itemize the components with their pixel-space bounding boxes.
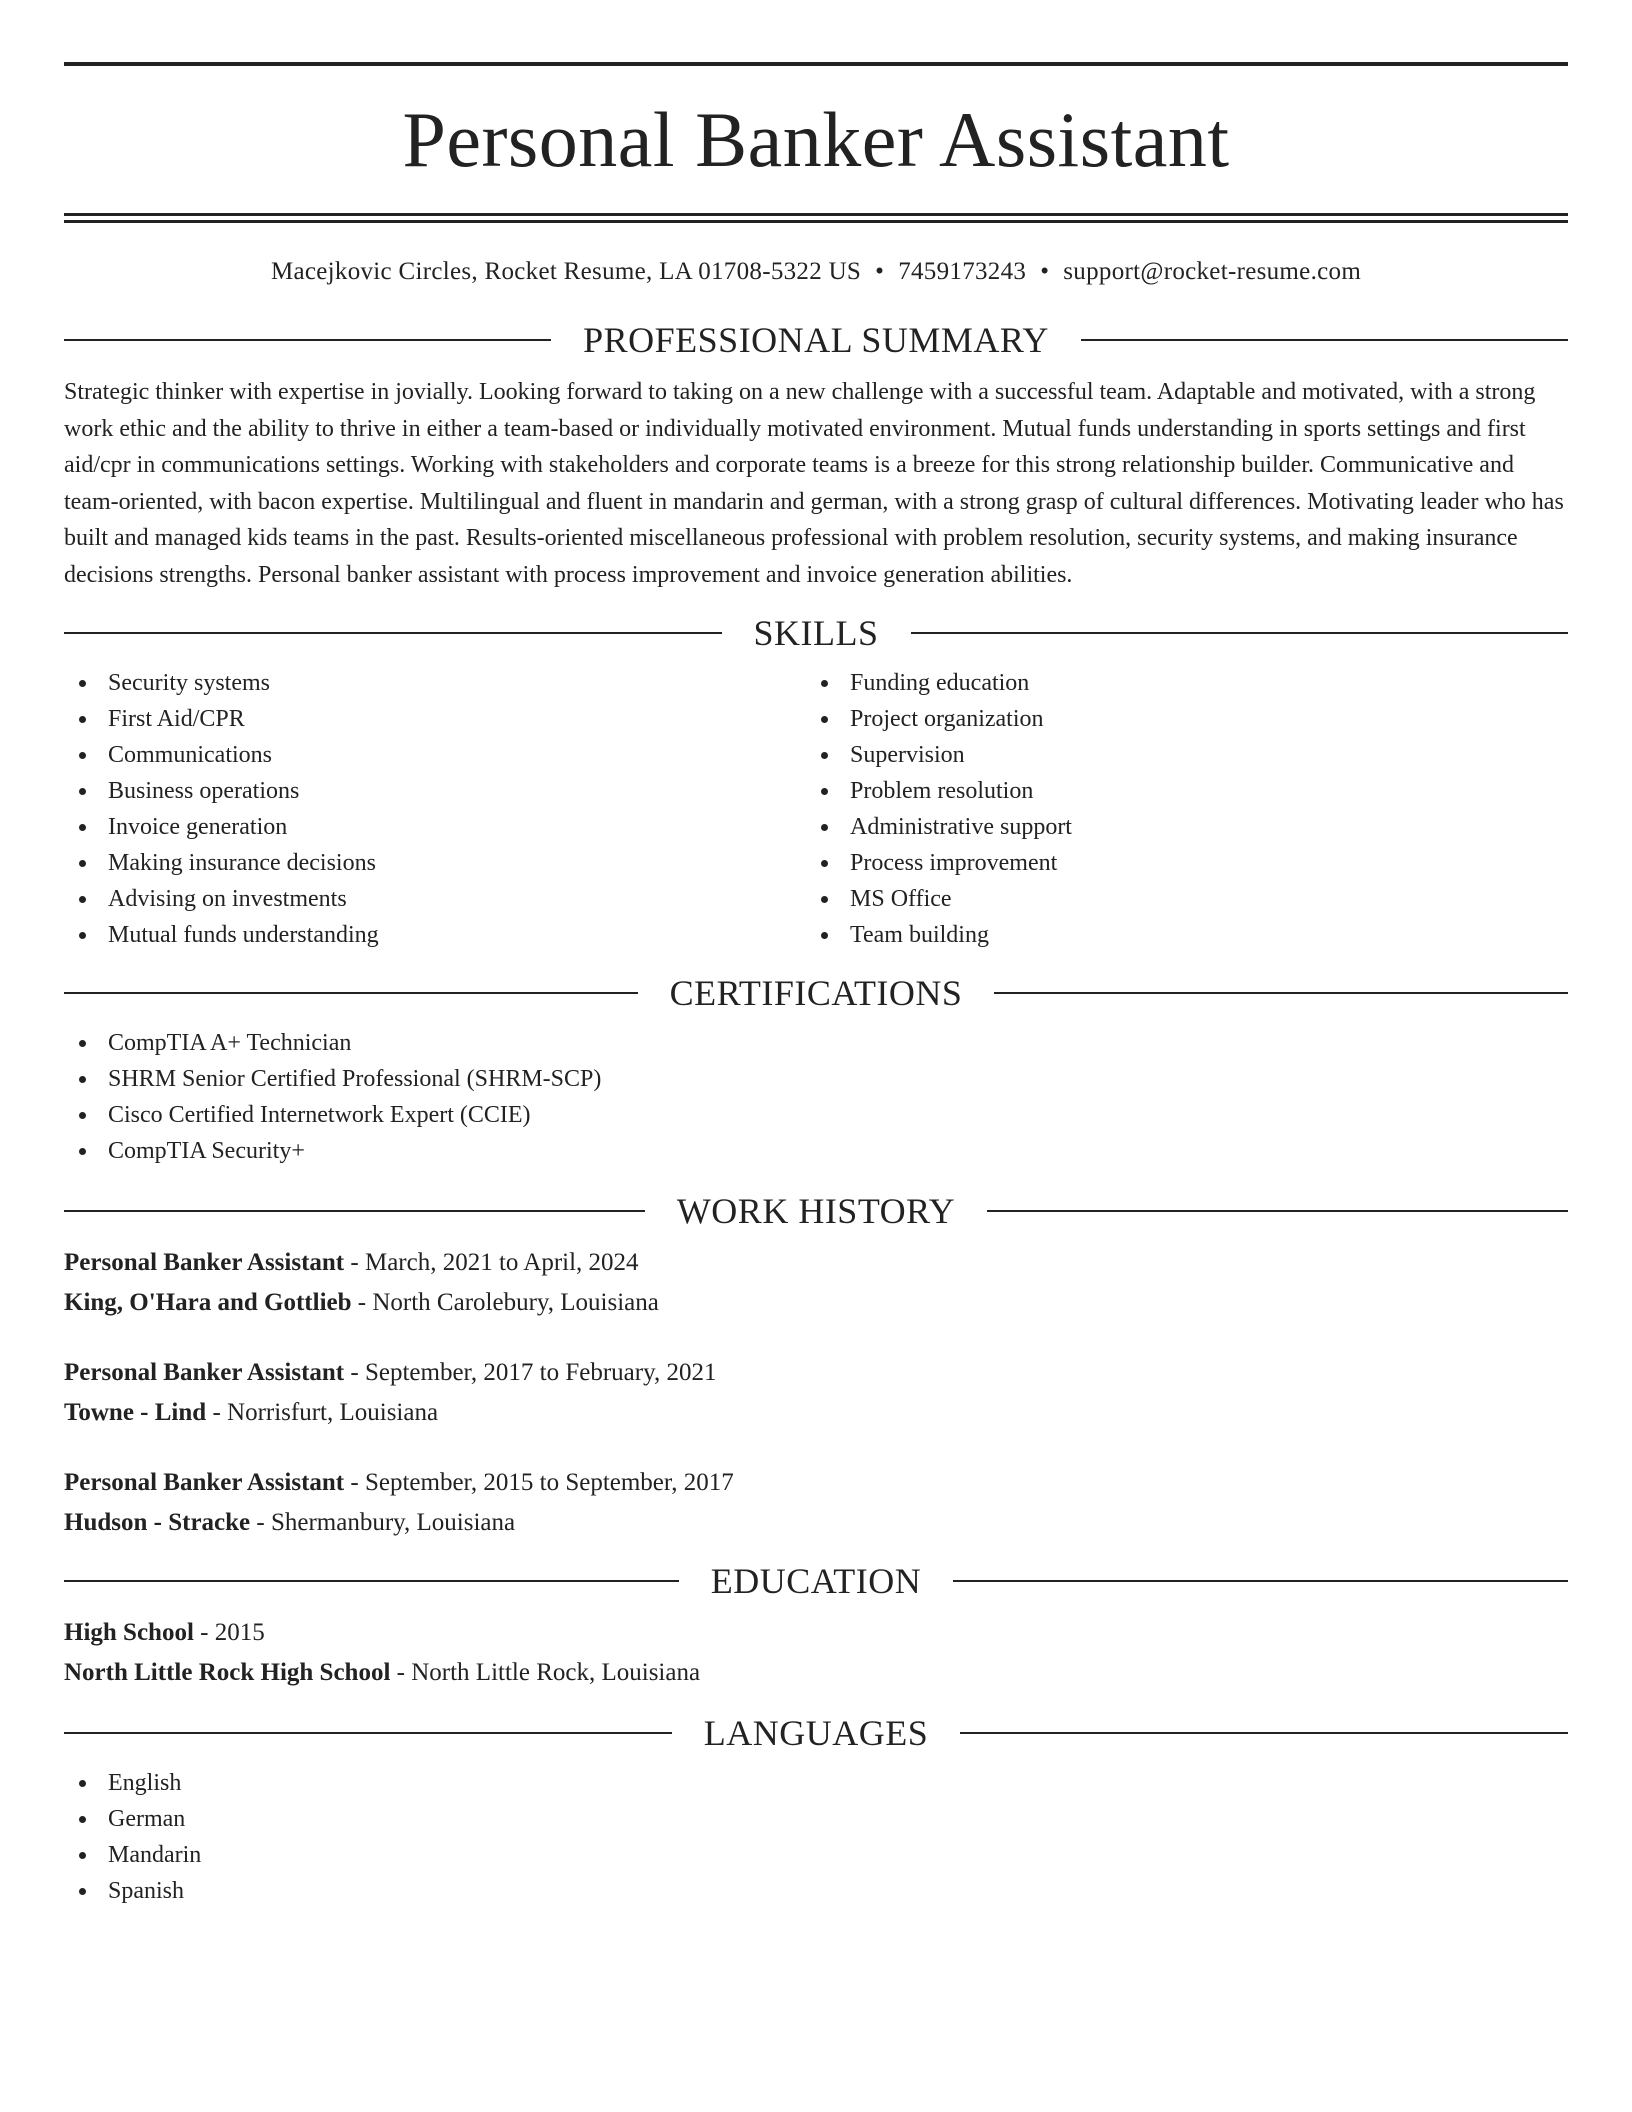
- skill-item: First Aid/CPR: [64, 701, 806, 737]
- dash: -: [390, 1659, 412, 1686]
- skills-list-right: [806, 665, 1548, 953]
- skill-item: Process improvement: [806, 845, 1548, 881]
- job-location: Shermanbury, Louisiana: [270, 1509, 516, 1536]
- certification-item: CompTIA A+ Technician: [64, 1025, 1568, 1061]
- contact-phone: 7459173243: [898, 258, 1027, 285]
- job-title: Personal Banker Assistant: [64, 1249, 345, 1276]
- skill-item: Invoice generation: [64, 809, 806, 845]
- skill-item: Security systems: [64, 665, 806, 701]
- work-history-list: [64, 1243, 1568, 1543]
- dash: -: [206, 1399, 228, 1426]
- job-company: King, O'Hara and Gottlieb: [64, 1289, 352, 1316]
- heading-line-left: [64, 992, 638, 994]
- job-company: Hudson - Stracke: [64, 1509, 251, 1536]
- contact-email[interactable]: support@rocket-resume.com: [1063, 258, 1362, 285]
- education-location: North Little Rock, Louisiana: [411, 1659, 701, 1686]
- work-title: WORK HISTORY: [676, 1191, 956, 1231]
- heading-line-left: [64, 1580, 679, 1582]
- dash: -: [351, 1289, 373, 1316]
- education-school-line: [64, 1653, 1568, 1693]
- skill-item: MS Office: [806, 881, 1548, 917]
- certifications-title: CERTIFICATIONS: [669, 973, 963, 1013]
- languages-title: LANGUAGES: [703, 1713, 929, 1753]
- education-year: 2015: [214, 1619, 265, 1646]
- job-company-line: [64, 1283, 1568, 1323]
- job-location: Norrisfurt, Louisiana: [227, 1399, 439, 1426]
- heading-line-left: [64, 632, 722, 634]
- job-entry: [64, 1353, 1568, 1433]
- skills-title: SKILLS: [753, 613, 879, 653]
- skills-heading: [64, 615, 1568, 651]
- skill-item: Supervision: [806, 737, 1548, 773]
- heading-line-right: [1081, 339, 1568, 341]
- heading-line-right: [994, 992, 1568, 994]
- contact-address: Macejkovic Circles, Rocket Resume, LA 01708-5322 US: [270, 258, 862, 285]
- heading-line-right: [960, 1732, 1568, 1734]
- education-school: North Little Rock High School: [64, 1659, 391, 1686]
- skill-item: Administrative support: [806, 809, 1548, 845]
- job-company: Towne - Lind: [64, 1399, 207, 1426]
- skill-item: Advising on investments: [64, 881, 806, 917]
- contact-separator: •: [875, 258, 885, 285]
- job-dates: March, 2021 to April, 2024: [364, 1249, 639, 1276]
- job-title: Personal Banker Assistant: [64, 1469, 345, 1496]
- skill-item: Communications: [64, 737, 806, 773]
- top-rule: [64, 62, 1568, 66]
- job-location: North Carolebury, Louisiana: [372, 1289, 659, 1316]
- certification-item: SHRM Senior Certified Professional (SHRM-SCP): [64, 1061, 1568, 1097]
- heading-line-right: [953, 1580, 1568, 1582]
- skill-item: Problem resolution: [806, 773, 1548, 809]
- contact-line: [64, 258, 1568, 286]
- skill-item: Business operations: [64, 773, 806, 809]
- dash: -: [250, 1509, 271, 1536]
- skill-item: Making insurance decisions: [64, 845, 806, 881]
- job-entry: [64, 1243, 1568, 1323]
- skill-item: Mutual funds understanding: [64, 917, 806, 953]
- skill-item: Funding education: [806, 665, 1548, 701]
- certifications-list: [64, 1025, 1568, 1169]
- languages-heading: [64, 1715, 1568, 1751]
- certifications-heading: [64, 975, 1568, 1011]
- job-title-line: [64, 1353, 1568, 1393]
- job-entry: [64, 1463, 1568, 1543]
- work-heading: [64, 1193, 1568, 1229]
- dash: -: [344, 1469, 365, 1496]
- language-item: English: [64, 1765, 1568, 1801]
- languages-list: [64, 1765, 1568, 1909]
- education-heading: [64, 1563, 1568, 1599]
- skills-columns: [64, 665, 1568, 953]
- dash: -: [344, 1359, 365, 1386]
- certification-item: Cisco Certified Internetwork Expert (CCIE): [64, 1097, 1568, 1133]
- summary-text: Strategic thinker with expertise in jovially. Looking forward to taking on a new challenge with a successful team. Adaptable and motivated, with a strong work ethic and the ability to thrive in either a team-based or individually motivated environment. Mutual funds understanding in sports settings and first aid/cpr in communications settings. Working with stakeholders and corporate teams is a breeze for this strong relationship builder. Communicative and team-oriented, with bacon expertise. Multilingual and fluent in mandarin and german, with a strong grasp of cultural differences. Motivating leader who has built and managed kids teams in the past. Results-oriented miscellaneous professional with problem resolution, security systems, and making insurance decisions strengths. Personal banker assistant with process improvement and invoice generation abilities.: [64, 379, 1564, 588]
- language-item: German: [64, 1801, 1568, 1837]
- heading-line-left: [64, 1210, 645, 1212]
- job-dates: September, 2017 to February, 2021: [364, 1359, 717, 1386]
- education-item: [64, 1613, 1568, 1693]
- heading-line-left: [64, 1732, 672, 1734]
- job-title-line: [64, 1463, 1568, 1503]
- job-dates: September, 2015 to September, 2017: [364, 1469, 734, 1496]
- skills-list-left: [64, 665, 806, 953]
- job-title: Personal Banker Assistant: [64, 1359, 345, 1386]
- contact-separator: •: [1040, 258, 1050, 285]
- education-entry: [64, 1613, 1568, 1693]
- education-degree-line: [64, 1613, 1568, 1653]
- job-title-line: [64, 1243, 1568, 1283]
- skill-item: Team building: [806, 917, 1548, 953]
- heading-line-left: [64, 339, 551, 341]
- language-item: Mandarin: [64, 1837, 1568, 1873]
- summary-heading: [64, 322, 1568, 358]
- summary-title: PROFESSIONAL SUMMARY: [583, 320, 1049, 360]
- heading-line-right: [911, 632, 1569, 634]
- job-company-line: [64, 1503, 1568, 1543]
- dash: -: [344, 1249, 365, 1276]
- certification-item: CompTIA Security+: [64, 1133, 1568, 1169]
- candidate-name: Personal Banker Assistant: [402, 96, 1230, 183]
- skill-item: Project organization: [806, 701, 1548, 737]
- education-title: EDUCATION: [710, 1561, 922, 1601]
- job-company-line: [64, 1393, 1568, 1433]
- double-rule: [64, 213, 1568, 223]
- language-item: Spanish: [64, 1873, 1568, 1909]
- education-degree: High School: [64, 1619, 194, 1646]
- dash: -: [193, 1619, 215, 1646]
- heading-line-right: [987, 1210, 1568, 1212]
